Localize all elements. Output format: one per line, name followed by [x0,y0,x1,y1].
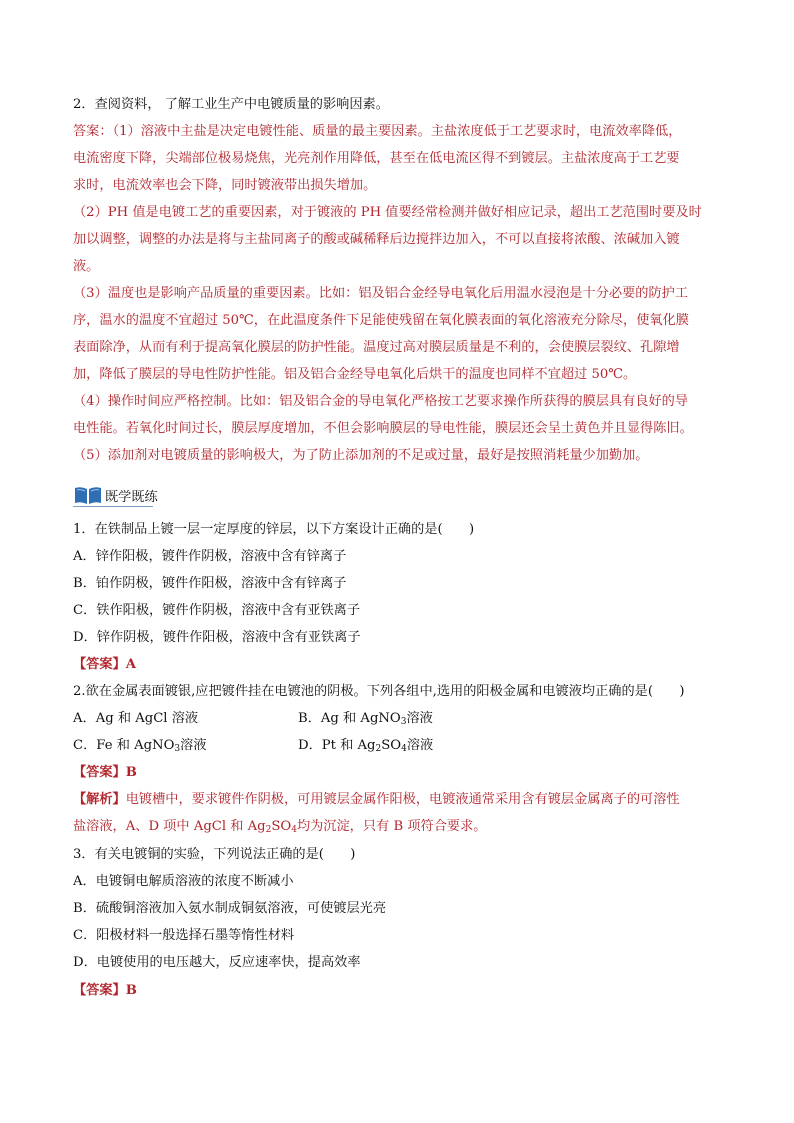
ex3-option-c: C．阳极材料一般选择石墨等惰性材料 [73,928,295,943]
section-divider [73,506,153,507]
ex1-option-c: C．铁作阳极，镀件作阴极，溶液中含有亚铁离子 [73,603,361,618]
ex2-stem: 2.欲在金属表面镀银,应把镀件挂在电镀池的阴极。下列各组中,选用的阳极金属和电镀液均正确的是( ) [73,684,685,699]
answer-tag: 【答案】 [73,983,126,998]
answer-tag: 【答案】 [73,657,126,672]
ex2-option-a: A．Ag 和 AgCl 溶液 [73,711,199,726]
q2-answer-p5-line1: （5）添加剂对电镀质量的影响极大，为了防止添加剂的不足或过量，最好是按照消耗量少加勤加。 [73,448,649,463]
ex2-option-b: B．Ag 和 AgNO$_3$溶液 [298,711,433,727]
q2-answer-p1-line2: 电流密度下降，尖端部位极易烧焦，光亮剂作用降低，甚至在低电流区得不到镀层。主盐浓度高于工艺要 [73,151,680,166]
ex1-stem: 1．在铁制品上镀一层一定厚度的锌层，以下方案设计正确的是( ) [73,522,475,537]
ex2-options-row2 [73,737,733,755]
ex2-option-c: C．Fe 和 AgNO$_3$溶液 [73,738,207,754]
open-book-icon [73,485,103,505]
q2-answer-p4-line1: （4）操作时间应严格控制。比如：铝及铝合金的导电氧化严格按工艺要求操作所获得的膜层具有良好的导 [73,394,689,409]
ex1-option-d: D．锌作阴极，镀件作阳极，溶液中含有亚铁离子 [73,630,361,645]
answer-tag: 【答案】 [73,765,126,780]
ex2-options-row1 [73,710,733,728]
q2-answer-p4-line2: 电性能。若氧化时间过长，膜层厚度增加，不但会影响膜层的导电性能，膜层还会呈土黄色并且显得陈旧。 [73,421,693,436]
q2-answer-p3-line4: 加，降低了膜层的导电性防护性能。铝及铝合金经导电氧化后烘干的温度也同样不宜超过 50℃。 [73,367,637,382]
section-label: 既学既练 [105,489,158,505]
q2-answer-p3-line3: 表面除净，从而有利于提高氧化膜层的防护性能。温度过高对膜层质量是不利的，会使膜层裂纹、孔隙增 [73,340,680,355]
q2-answer-p3-line1: （3）温度也是影响产品质量的重要因素。比如：铝及铝合金经导电氧化后用温水浸泡是十分必要的防护工 [73,286,689,301]
ex3-option-d: D．电镀使用的电压越大，反应速率快，提高效率 [73,955,361,970]
ex1-answer [73,656,733,674]
q2-answer-p2-line3: 液。 [73,259,100,274]
analysis-tag: 【解析】 [73,792,126,807]
q2-answer-p2-line2: 加以调整，调整的办法是将与主盐同离子的酸或碱稀释后边搅拌边加入，不可以直接将浓酸、浓碱加入镀 [73,232,680,247]
answer-value: B [125,983,137,998]
q2-answer-p2-line1: （2）PH 值是电镀工艺的重要因素，对于镀液的 PH 值要经常检测并做好相应记录，超出工艺范围时要及时 [73,205,702,220]
answer-value: B [125,765,137,780]
ex3-option-b: B．硫酸铜溶液加入氨水制成铜氨溶液，可使镀层光亮 [73,901,387,916]
ex2-answer [73,764,733,782]
ex2-analysis-line2: 盐溶液，A、D 项中 AgCl 和 $Ag_2SO_4$均为沉淀，只有 B 项符合要求。 [73,819,487,835]
q2-answer-p1-line3: 求时，电流效率也会下降，同时镀液带出损失增加。 [73,178,377,193]
ex2-analysis-line1: 【解析】电镀槽中，要求镀件作阴极，可用镀层金属作阳极，电镀液通常采用含有镀层金属离子的可溶性 [73,792,680,807]
q2-answer-p3-line2: 序，温水的温度不宜超过 50℃，在此温度条件下足能使残留在氧化膜表面的氧化溶液充分除尽，使氧化膜 [73,313,689,328]
ex3-option-a: A．电镀铜电解质溶液的浓度不断减小 [73,874,294,889]
q2-answer-p1-line1: 答案：（1）溶液中主盐是决定电镀性能、质量的最主要因素。主盐浓度低于工艺要求时，电流效率降低， [73,124,682,139]
q2-answer-label: 答案： [73,124,113,139]
section-header [73,484,158,506]
ex1-option-a: A．锌作阳极，镀件作阴极，溶液中含有锌离子 [73,549,347,564]
q2-title: 2．查阅资料， 了解工业生产中电镀质量的影响因素。 [73,97,389,112]
ex2-option-d: D．Pt 和 $Ag_2SO_4$溶液 [298,738,434,754]
answer-value: A [125,657,136,672]
ex3-answer [73,982,733,1000]
ex1-option-b: B．铂作阴极，镀件作阳极，溶液中含有锌离子 [73,576,347,591]
ex3-stem: 3．有关电镀铜的实验，下列说法正确的是( ) [73,847,356,862]
